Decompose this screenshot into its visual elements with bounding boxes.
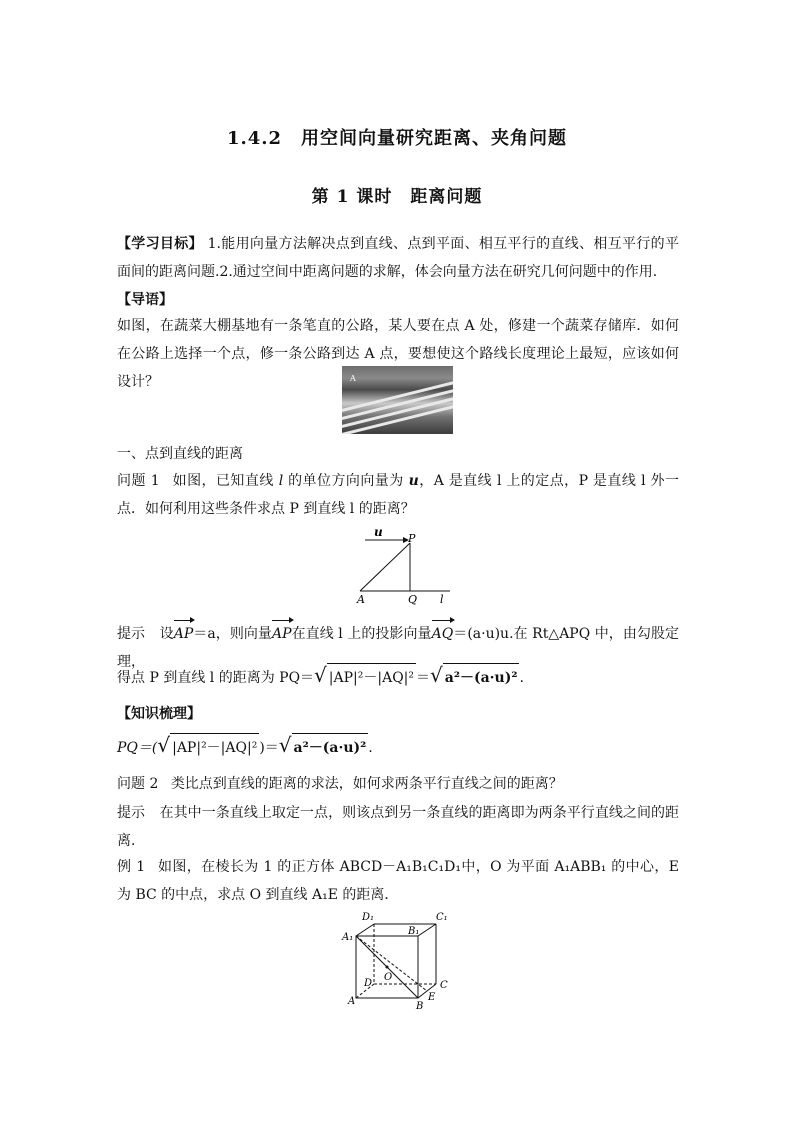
segment-AP bbox=[360, 543, 410, 591]
label-D1: D₁ bbox=[362, 912, 375, 923]
sqrt-icon-3: √ bbox=[157, 733, 171, 757]
hint-1-line-2 bbox=[117, 661, 679, 692]
hint-1-part1: 设 bbox=[159, 626, 174, 642]
label-A: A bbox=[357, 593, 365, 606]
knowledge-end: . bbox=[368, 740, 373, 756]
question-1-text-a: 如图，已知直线 bbox=[172, 473, 279, 489]
label-B: B bbox=[416, 1001, 424, 1012]
section-heading: 一、点到直线的距离 bbox=[117, 446, 243, 462]
intro-label: 【导语】 bbox=[117, 292, 173, 308]
hint-1-eq-a: ＝a，则向量 bbox=[193, 626, 272, 642]
vector-AP-2: AP bbox=[272, 620, 292, 648]
label-O: O bbox=[384, 972, 393, 983]
question-1-text-b: 的单位方向向量为 bbox=[283, 473, 409, 489]
edge-A1D1 bbox=[356, 924, 374, 936]
hint-1-root: a²－(a·u)² bbox=[443, 663, 520, 692]
example-1 bbox=[117, 853, 679, 909]
question-2-text: 类比点到直线的距离的求法，如何求两条平行直线之间的距离？ bbox=[170, 776, 563, 792]
label-A: A bbox=[348, 996, 356, 1007]
example-1-label: 例 1 bbox=[117, 859, 146, 875]
question-1-text-c: ，A 是直线 l 上的定点，P 是直线 l 外一点．如何利用这些条件求点 P 到直线 l 的距离？ bbox=[117, 473, 680, 517]
hint-1-end: . bbox=[519, 670, 524, 686]
knowledge-inner: |AP|²－|AQ|² bbox=[170, 733, 259, 762]
photo-point-label: A bbox=[350, 374, 356, 383]
hint-1-part2: 在直线 l 上的投影向量 bbox=[291, 626, 432, 642]
vector-AP: AP bbox=[174, 620, 194, 648]
knowledge-formula-a: PQ＝( bbox=[117, 740, 158, 756]
question-1-u: u bbox=[408, 473, 419, 489]
question-1 bbox=[117, 467, 679, 523]
label-C1: C₁ bbox=[436, 912, 448, 923]
question-1-label: 问题 1 bbox=[117, 473, 160, 489]
page-subtitle: 第 1 课时 距离问题 bbox=[311, 187, 483, 207]
knowledge-label: 【知识梳理】 bbox=[117, 706, 201, 722]
objectives-label: 【学习目标】 bbox=[117, 236, 203, 252]
point-line-figure bbox=[340, 525, 460, 607]
intro-text: 如图，在蔬菜大棚基地有一条笔直的公路，某人要在点 A 处，修建一个蔬菜存储库．如何在公路上选择一个点，修一条公路到达 A 点，要想使这个路线长度理论上最短，应该如何设计？ bbox=[117, 318, 679, 390]
hint-2-text: 在其中一条直线上取定一点，则该点到另一条直线的距离即为两条平行直线之间的距离． bbox=[117, 805, 680, 849]
hint-1-line2-a: 得点 P 到直线 l 的距离为 PQ＝ bbox=[117, 670, 315, 686]
example-1-text: 如图，在棱长为 1 的正方体 ABCD－A₁B₁C₁D₁中，O 为平面 A₁ABB₁ 的中心，E 为 BC 的中点，求点 O 到直线 A₁E 的距离． bbox=[117, 859, 679, 903]
greenhouse-photo bbox=[342, 366, 453, 434]
question-2-label: 问题 2 bbox=[117, 776, 159, 792]
sqrt-icon-4: √ bbox=[278, 733, 292, 757]
label-C: C bbox=[440, 980, 448, 991]
label-l: l bbox=[440, 593, 444, 606]
hint-1-abs-expr: |AP|²－|AQ|² bbox=[327, 663, 416, 692]
edge-B1C1 bbox=[418, 924, 436, 936]
question-2 bbox=[117, 770, 679, 798]
hint-1-eq-c: ＝ bbox=[416, 670, 431, 686]
hint-1-eq-b: ＝(a·u)u.在 Rt△APQ 中，由勾股定理， bbox=[117, 626, 680, 670]
knowledge-root: a²－(a·u)² bbox=[292, 733, 369, 762]
knowledge-formula bbox=[117, 731, 679, 762]
label-E: E bbox=[428, 992, 436, 1003]
label-u: u bbox=[374, 525, 383, 539]
page-title: 1.4.2 用空间向量研究距离、夹角问题 bbox=[226, 128, 568, 149]
hint-2 bbox=[117, 799, 679, 855]
cube-figure bbox=[336, 908, 462, 1014]
sqrt-icon-2: √ bbox=[430, 663, 443, 687]
hint-1-label: 提示 bbox=[117, 626, 146, 642]
objectives-text: 1.能用向量方法解决点到直线、点到平面、相互平行的直线、相互平行的平面间的距离问题.2.通过空间中距离问题的求解，体会向量方法在研究几何问题中的作用. bbox=[117, 236, 679, 280]
knowledge-formula-b: )＝ bbox=[259, 740, 279, 756]
hint-2-label: 提示 bbox=[117, 805, 146, 821]
sqrt-icon: √ bbox=[314, 663, 327, 687]
learning-objectives bbox=[117, 230, 679, 286]
vector-AQ: AQ bbox=[432, 620, 454, 648]
point-O bbox=[386, 966, 389, 969]
label-Q: Q bbox=[408, 593, 418, 606]
label-P: P bbox=[408, 532, 416, 545]
label-B1: B₁ bbox=[408, 926, 420, 937]
label-A1: A₁ bbox=[342, 932, 354, 943]
question-1-l: l bbox=[278, 473, 284, 489]
label-D: D bbox=[364, 978, 373, 989]
